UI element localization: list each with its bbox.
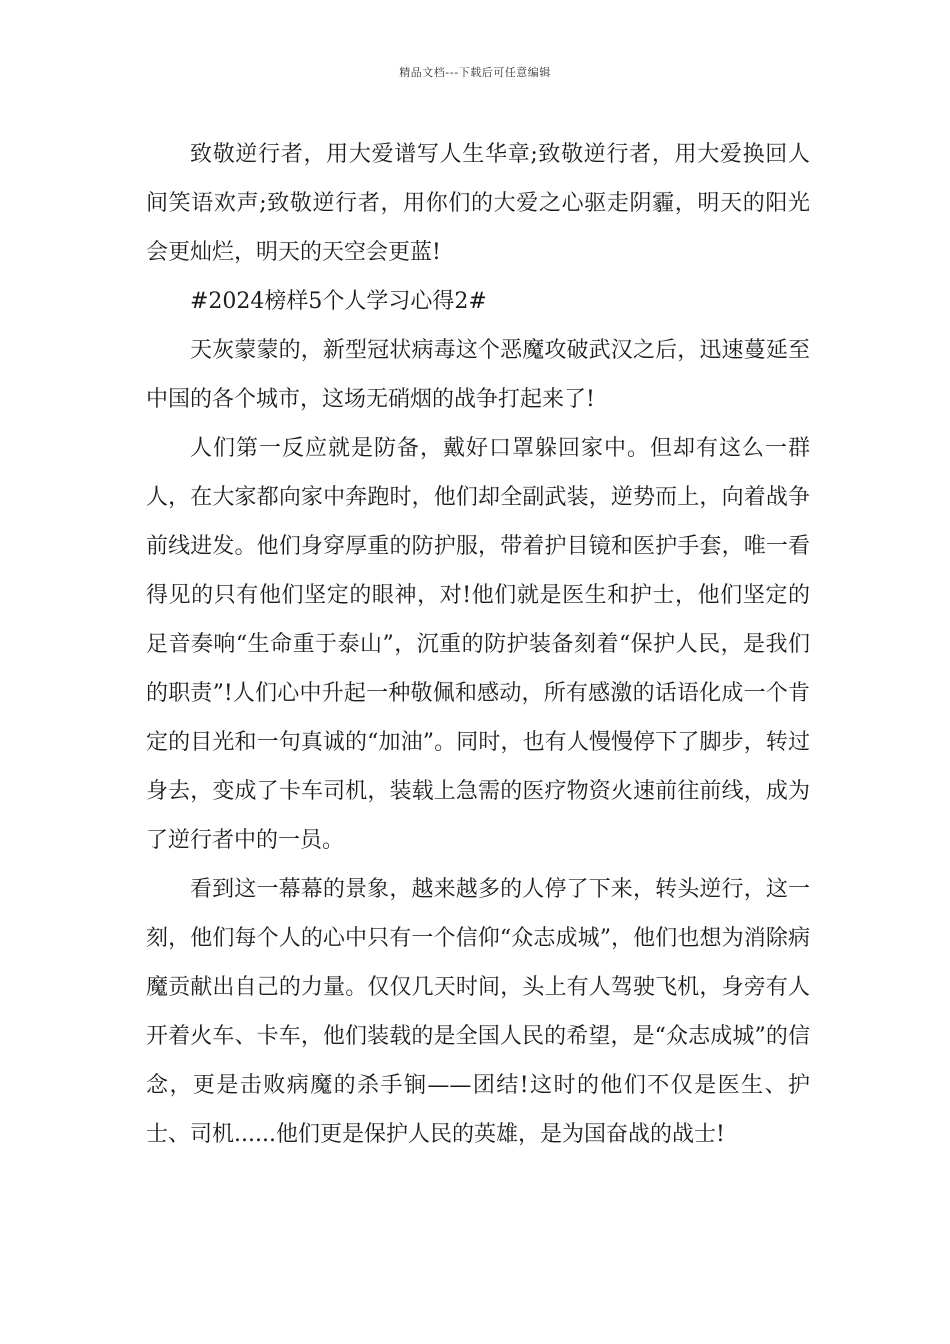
document-body — [146, 130, 810, 1159]
paragraph-2: 天灰蒙蒙的，新型冠状病毒这个恶魔攻破武汉之后，迅速蔓延至中国的各个城市，这场无硝烟的战争打起来了! — [146, 338, 810, 412]
section-heading: #2024榜样5个人学习心得2# — [190, 289, 487, 314]
paragraph-1: 致敬逆行者，用大爱谱写人生华章;致敬逆行者，用大爱换回人间笑语欢声;致敬逆行者，用你们的大爱之心驱走阴霾，明天的阳光会更灿烂，明天的天空会更蓝! — [146, 142, 810, 265]
paragraph-3: 人们第一反应就是防备，戴好口罩躲回家中。但却有这么一群人，在大家都向家中奔跑时，他们却全副武装，逆势而上，向着战争前线进发。他们身穿厚重的防护服，带着护目镜和医护手套，唯一看得见的只有他们坚定的眼神，对!他们就是医生和护士，他们坚定的足音奏响“生命重于泰山”，沉重的防护装备刻着“保护人民，是我们的职责”!人们心中升起一种敬佩和感动，所有感激的话语化成一个肯定的目光和一句真诚的“加油”。同时，也有人慢慢停下了脚步，转过身去，变成了卡车司机，装载上急需的医疗物资火速前往前线，成为了逆行者中的一员。 — [146, 436, 810, 853]
paragraph-4: 看到这一幕幕的景象，越来越多的人停了下来，转头逆行，这一刻，他们每个人的心中只有一个信仰“众志成城”，他们也想为消除病魔贡献出自己的力量。仅仅几天时间，头上有人驾驶飞机，身旁有人开着火车、卡车，他们装载的是全国人民的希望，是“众志成城”的信念，更是击败病魔的杀手锏——团结!这时的他们不仅是医生、护士、司机......他们更是保护人民的英雄，是为国奋战的战士! — [146, 877, 810, 1147]
page-header: 精品文档---下载后可任意编辑 — [399, 66, 551, 79]
